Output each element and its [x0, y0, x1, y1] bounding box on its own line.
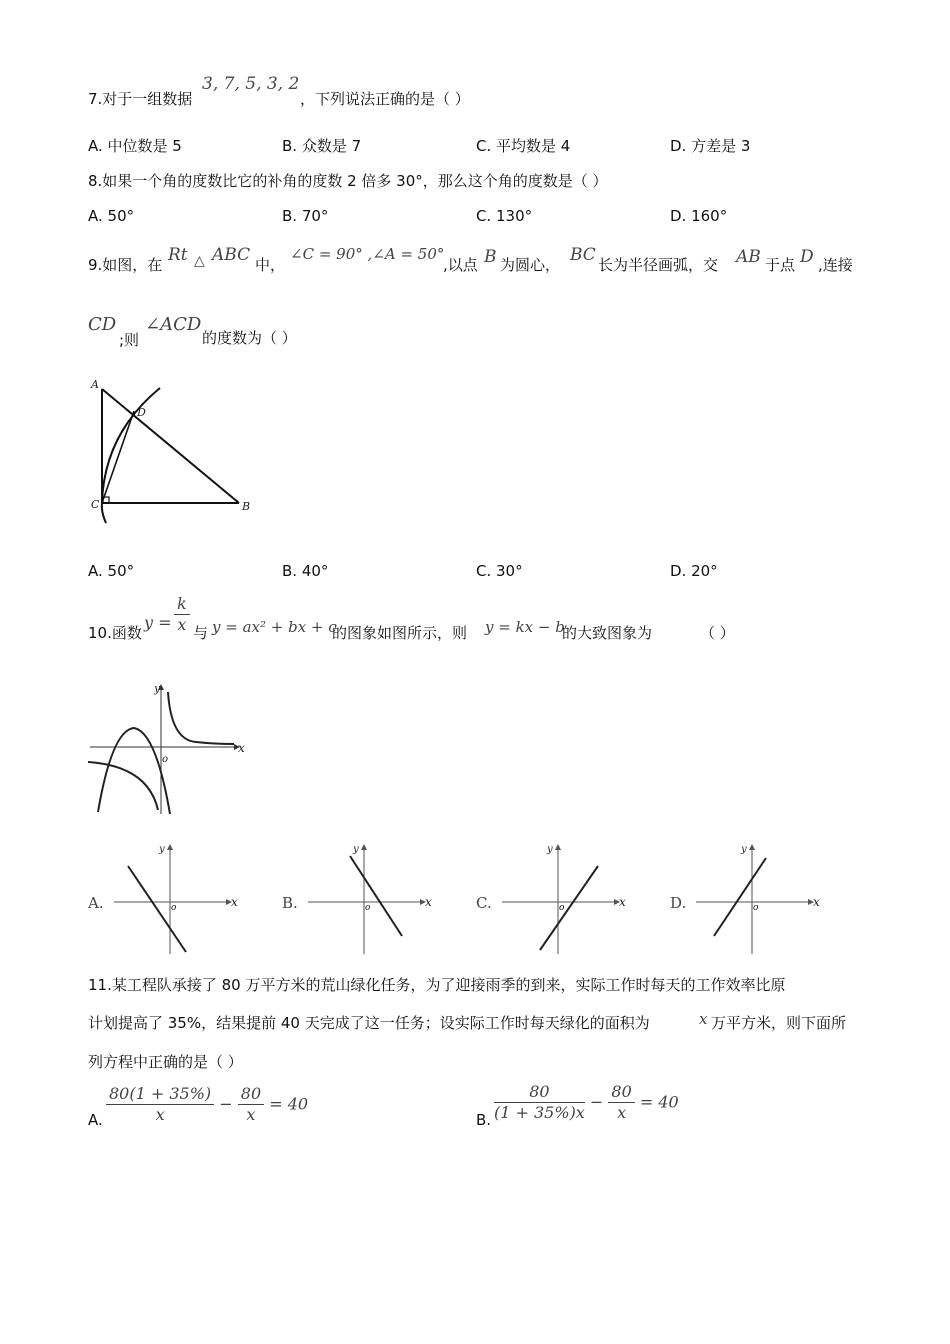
function-graph-figure — [84, 676, 260, 820]
q10-math-quadratic: y = ax² + bx + c — [212, 618, 337, 636]
q10-option-d-label[interactable]: D. — [670, 894, 687, 912]
q10-text-2: 与 — [193, 624, 209, 642]
q10-text-1: 10.函数 — [88, 624, 142, 642]
q8-option-a[interactable]: A. 50° — [88, 207, 135, 225]
q9-math-cd: CD — [88, 314, 117, 335]
svg-text:y: y — [547, 844, 553, 855]
q9-text-7: ,连接 — [818, 256, 853, 274]
q10-math-linear: y = kx − b — [485, 618, 565, 636]
q10-option-d-graph[interactable] — [694, 840, 828, 956]
label-b: B — [242, 500, 251, 513]
q11-b-den2: x — [617, 1103, 627, 1122]
graph-x-label: x — [238, 741, 245, 755]
q10-text-5: （ ） — [700, 624, 735, 642]
graph-origin-label: o — [162, 754, 169, 765]
q8-stem: 8.如果一个角的度数比它的补角的度数 2 倍多 30°，那么这个角的度数是（ ） — [88, 172, 608, 190]
q7-prefix: 7.对于一组数据 — [88, 90, 193, 108]
q11-b-num2: 80 — [608, 1084, 634, 1103]
label-c: C — [91, 498, 100, 511]
q9-option-d[interactable]: D. 20° — [670, 562, 718, 580]
q10-option-b-graph[interactable] — [306, 840, 440, 956]
q11-b-den1: (1 + 35%)x — [494, 1103, 585, 1122]
graph-y-label: y — [154, 682, 161, 695]
q7-option-d[interactable]: D. 方差是 3 — [670, 137, 751, 155]
q10-math-y-eq: y = — [144, 613, 172, 632]
q9-math-bc: BC — [570, 245, 596, 265]
q8-option-c[interactable]: C. 130° — [476, 207, 533, 225]
q10-fraction-k-over-x — [174, 596, 190, 633]
parabola-curve — [98, 728, 170, 814]
q11-b-num1: 80 — [494, 1084, 585, 1103]
svg-text:x: x — [231, 895, 238, 909]
svg-text:o: o — [171, 903, 177, 913]
q10-text-3: 的图象如图所示，则 — [332, 624, 468, 642]
hyperbola-branch-2 — [88, 762, 158, 810]
svg-text:x: x — [425, 895, 432, 909]
q9-math-acd: ∠ACD — [145, 314, 202, 335]
q11-option-b-label[interactable]: B. — [476, 1111, 492, 1129]
q10-text-4: 的大致图象为 — [562, 624, 653, 642]
q10-option-a-label[interactable]: A. — [88, 894, 104, 912]
q11-option-b-equation[interactable] — [494, 1084, 679, 1121]
q11-b-rhs: = 40 — [639, 1092, 679, 1112]
label-a: A — [91, 378, 99, 391]
q9-option-c[interactable]: C. 30° — [476, 562, 523, 580]
q11-line-3: 列方程中正确的是（ ） — [88, 1053, 243, 1071]
q9-text-5: 长为半径画弧，交 — [598, 256, 719, 274]
q11-option-a-label[interactable]: A. — [88, 1111, 103, 1129]
q7-suffix: ，下列说法正确的是（ ） — [300, 90, 470, 108]
q9-text-2: 中， — [255, 256, 286, 274]
q9-math-rt: Rt — [168, 245, 188, 265]
q9-text-9: 的度数为（ ） — [202, 329, 297, 347]
q11-a-num1: 80(1 + 35%) — [106, 1086, 214, 1105]
q9-text-4: 为圆心， — [500, 256, 561, 274]
q11-b-minus: − — [589, 1092, 604, 1112]
svg-text:x: x — [619, 895, 626, 909]
svg-text:o: o — [753, 903, 759, 913]
q10-frac-den: x — [177, 615, 187, 634]
svg-text:y: y — [741, 844, 747, 855]
q7-option-b[interactable]: B. 众数是 7 — [282, 137, 362, 155]
svg-text:x: x — [813, 895, 820, 909]
label-d: D — [137, 406, 146, 419]
q10-frac-num: k — [174, 596, 190, 615]
q10-option-c-graph[interactable] — [500, 840, 634, 956]
q10-option-b-label[interactable]: B. — [282, 894, 298, 912]
triangle-symbol: △ — [194, 253, 205, 269]
q11-line-2b: 万平方米，则下面所 — [711, 1014, 847, 1032]
q10-option-a-graph[interactable] — [112, 840, 246, 956]
q9-text-6: 于点 — [765, 256, 796, 274]
q11-line-1: 11.某工程队承接了 80 万平方米的荒山绿化任务，为了迎接雨季的到来，实际工作时每天的工作效率比原 — [88, 976, 786, 994]
q11-option-a-equation[interactable] — [106, 1086, 308, 1123]
q11-a-num2: 80 — [238, 1086, 264, 1105]
q11-math-x: x — [699, 1010, 708, 1028]
segment-cd — [102, 411, 134, 503]
q8-option-d[interactable]: D. 160° — [670, 207, 728, 225]
q7-option-c[interactable]: C. 平均数是 4 — [476, 137, 571, 155]
svg-text:y: y — [159, 844, 165, 855]
svg-text:y: y — [353, 844, 359, 855]
q9-text-1: 9.如图，在 — [88, 256, 163, 274]
q9-math-b: B — [484, 247, 497, 267]
q9-math-abc: ABC — [212, 245, 251, 265]
q11-a-rhs: = 40 — [269, 1094, 309, 1114]
q11-a-den2: x — [246, 1105, 256, 1124]
q7-option-a[interactable]: A. 中位数是 5 — [88, 137, 182, 155]
q9-math-angles: ∠C = 90° ,∠A = 50° — [290, 245, 445, 263]
q9-text-8: ;则 — [119, 331, 140, 349]
q7-data-math: 3, 7, 5, 3, 2 — [202, 74, 300, 94]
q9-option-a[interactable]: A. 50° — [88, 562, 135, 580]
triangle-figure — [84, 372, 264, 524]
q9-option-b[interactable]: B. 40° — [282, 562, 329, 580]
q11-line-2a: 计划提高了 35%，结果提前 40 天完成了这一任务；设实际工作时每天绿化的面积为 — [88, 1014, 650, 1032]
q11-a-minus: − — [219, 1094, 233, 1114]
q8-option-b[interactable]: B. 70° — [282, 207, 329, 225]
q9-math-ab: AB — [736, 247, 761, 267]
q9-text-3: ,以点 — [443, 256, 478, 274]
svg-text:o: o — [365, 903, 371, 913]
q9-math-d: D — [800, 247, 814, 267]
q11-a-den1: x — [155, 1105, 165, 1124]
hyperbola-branch-1 — [168, 692, 234, 744]
q10-option-c-label[interactable]: C. — [476, 894, 492, 912]
svg-text:o: o — [559, 903, 565, 913]
